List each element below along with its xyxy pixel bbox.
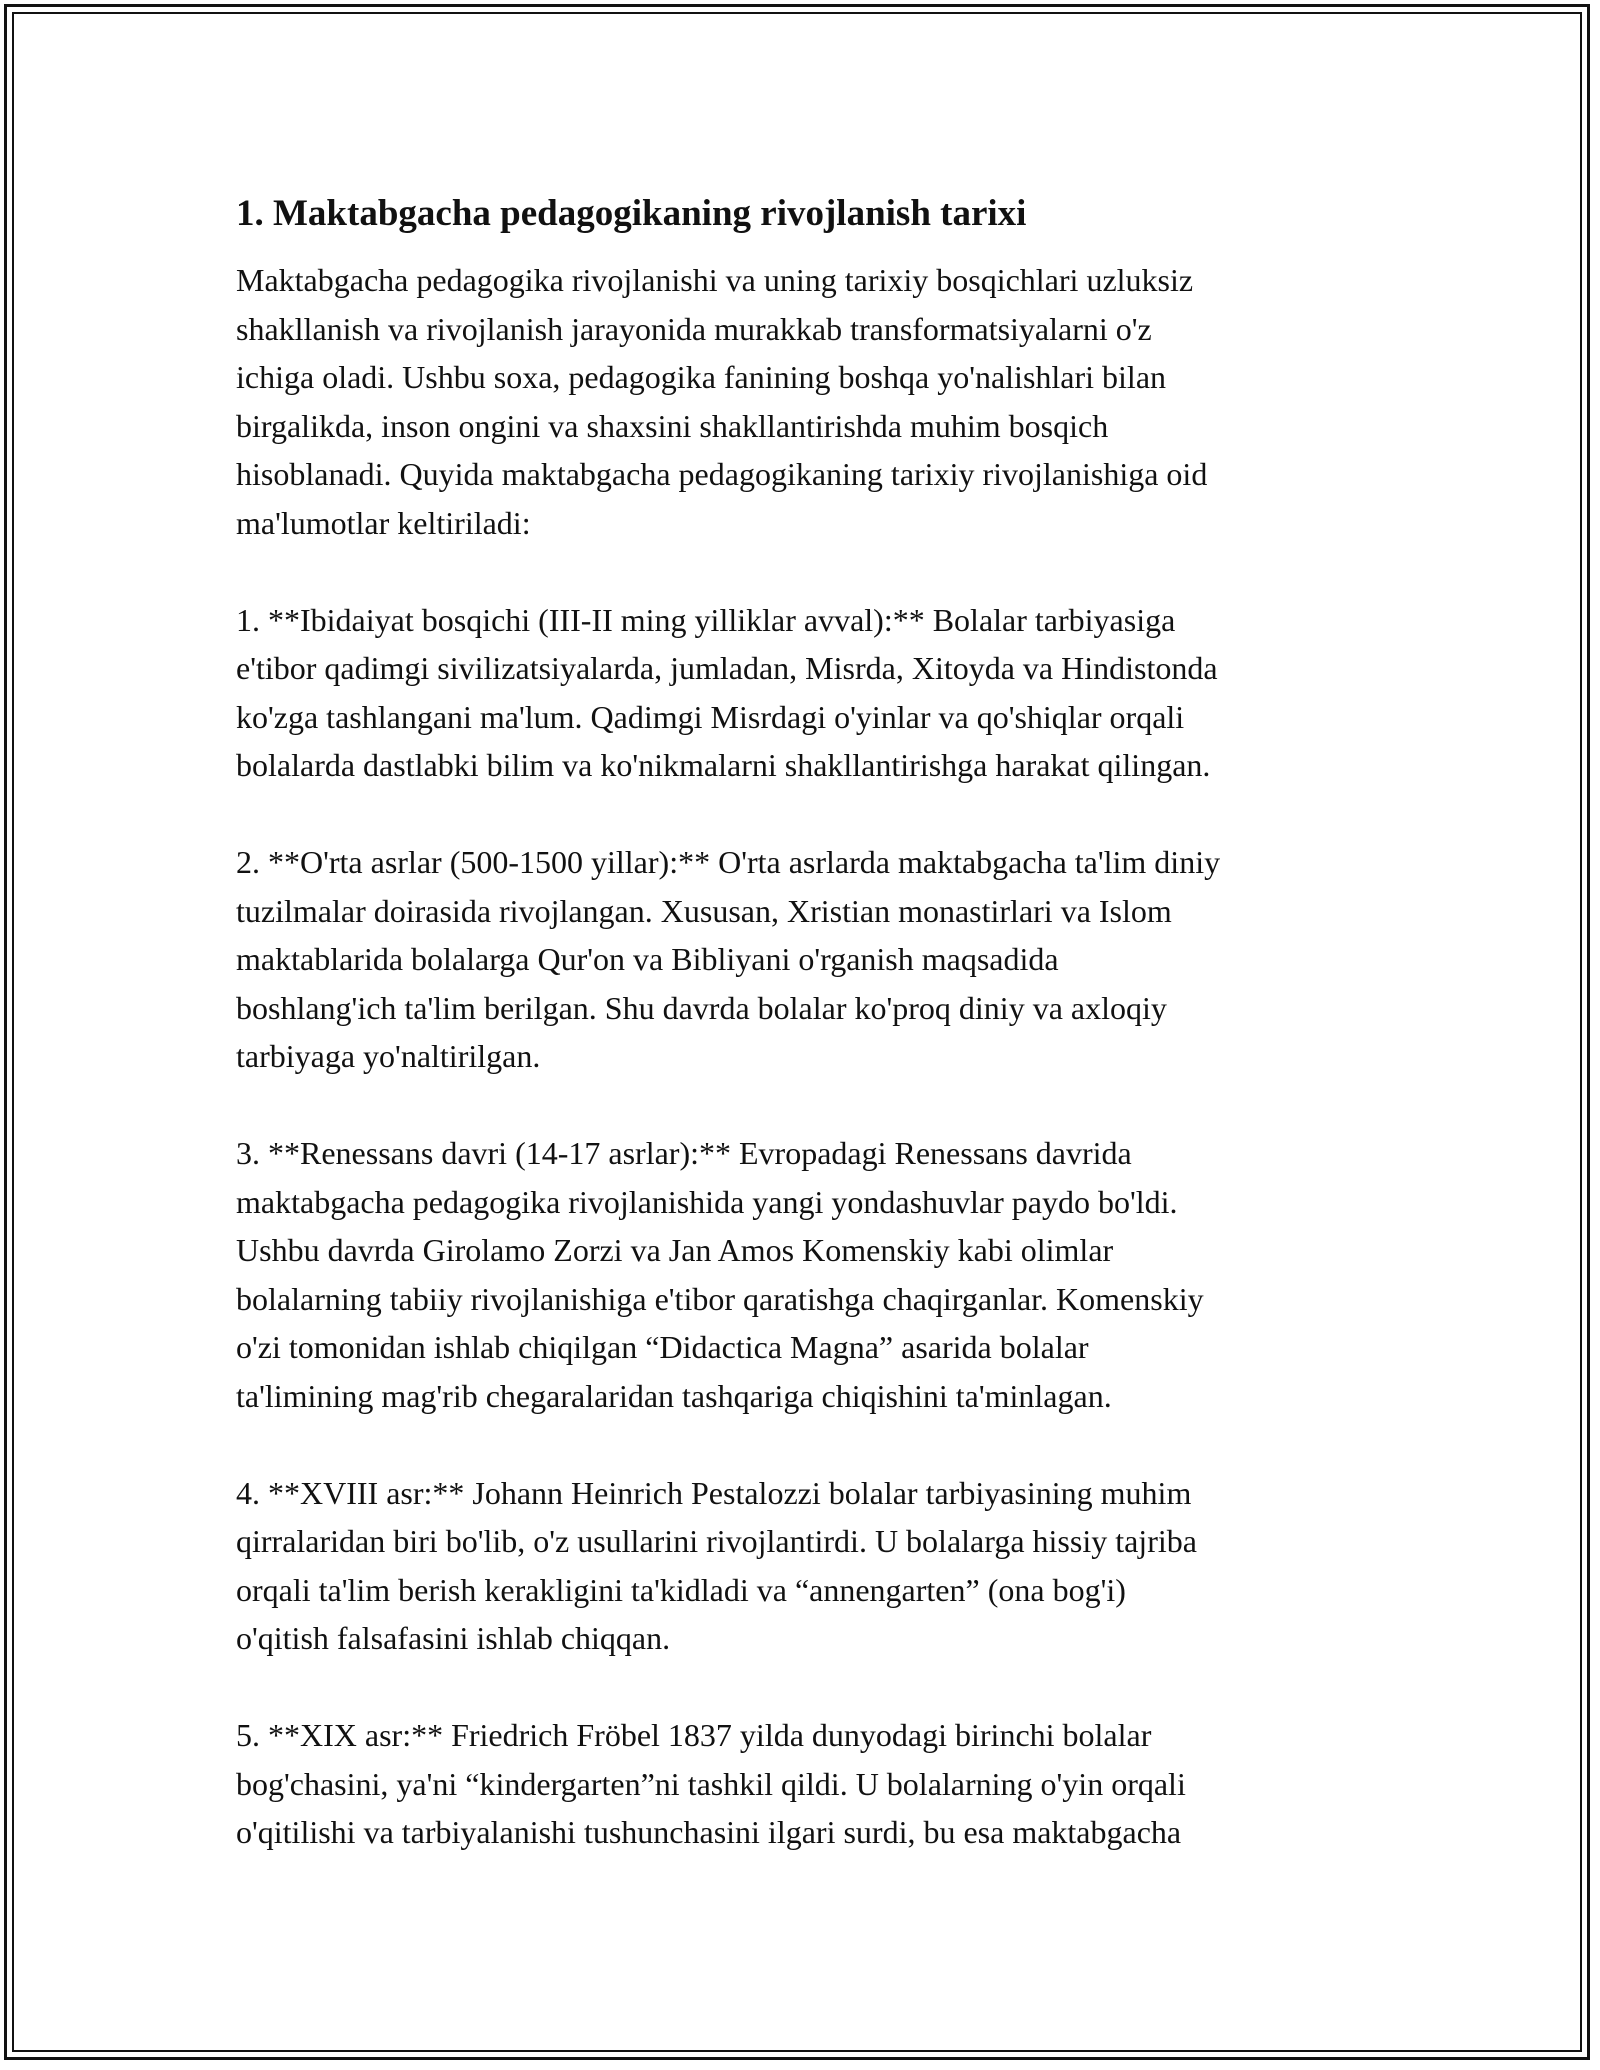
text-line: Maktabgacha pedagogika rivojlanishi va uning tarixiy bosqichlari uzluksiz bbox=[236, 262, 1194, 298]
text-line: tarbiyaga yo'naltirilgan. bbox=[236, 1038, 541, 1074]
text-line: shakllanish va rivojlanish jarayonida murakkab transformatsiyalarni o'z bbox=[236, 310, 1152, 347]
text-line: 3. **Renessans davri (14-17 asrlar):** Evropadagi Renessans davrida bbox=[236, 1135, 1132, 1171]
text-line: e'tibor qadimgi sivilizatsiyalarda, jumladan, Misrda, Xitoyda va Hindistonda bbox=[236, 650, 1218, 686]
text-line: boshlang'ich ta'lim berilgan. Shu davrda bolalar ko'proq diniy va axloqiy bbox=[236, 989, 1167, 1026]
text-line: ta'limining mag'rib chegaralaridan tashqariga chiqishini ta'minlagan. bbox=[236, 1377, 1112, 1414]
paragraph bbox=[236, 1711, 1376, 1857]
page-title: 1. Maktabgacha pedagogikaning rivojlanish tarixi bbox=[236, 193, 1027, 234]
text-line: orqali ta'lim berish kerakligini ta'kidladi va “annengarten” (ona bog'i) bbox=[236, 1571, 1126, 1608]
paragraph-list bbox=[236, 256, 1376, 1857]
text-line: bolalarda dastlabki bilim va ko'nikmalarni shakllantirishga harakat qilingan. bbox=[236, 747, 1211, 783]
text-line: 2. **O'rta asrlar (500-1500 yillar):** O'rta asrlarda maktabgacha ta'lim diniy bbox=[236, 844, 1221, 880]
text-line: 4. **XVIII asr:** Johann Heinrich Pestalozzi bolalar tarbiyasining muhim bbox=[236, 1474, 1192, 1511]
text-line: Ushbu davrda Girolamo Zorzi va Jan Amos Komenskiy kabi olimlar bbox=[236, 1232, 1114, 1268]
text-line: bog'chasini, ya'ni “kindergarten”ni tashkil qildi. U bolalarning o'yin orqali bbox=[236, 1765, 1186, 1802]
paragraph bbox=[236, 596, 1376, 790]
text-line: 5. **XIX asr:** Friedrich Fröbel 1837 yilda dunyodagi birinchi bolalar bbox=[236, 1717, 1152, 1753]
paragraph bbox=[236, 1129, 1376, 1420]
text-line: qirralaridan biri bo'lib, o'z usullarini rivojlantirdi. U bolalarga hissiy tajriba bbox=[236, 1523, 1197, 1559]
text-line: 1. **Ibidaiyat bosqichi (III-II ming yilliklar avval):** Bolalar tarbiyasiga bbox=[236, 601, 1176, 638]
text-line: o'qitilishi va tarbiyalanishi tushunchasini ilgari surdi, bu esa maktabgacha bbox=[236, 1814, 1182, 1850]
text-line: o'qitish falsafasini ishlab chiqqan. bbox=[236, 1620, 671, 1656]
text-line: o'zi tomonidan ishlab chiqilgan “Didactica Magna” asarida bolalar bbox=[236, 1329, 1089, 1365]
document-body bbox=[236, 186, 1376, 1905]
text-line: hisoblanadi. Quyida maktabgacha pedagogikaning tarixiy rivojlanishiga oid bbox=[236, 456, 1208, 492]
text-line: birgalikda, inson ongini va shaxsini shakllantirishda muhim bosqich bbox=[236, 407, 1109, 444]
paragraph bbox=[236, 838, 1376, 1081]
text-line: ma'lumotlar keltiriladi: bbox=[236, 504, 531, 541]
text-line: maktabgacha pedagogika rivojlanishida yangi yondashuvlar paydo bo'ldi. bbox=[236, 1183, 1178, 1220]
paragraph bbox=[236, 256, 1376, 547]
text-line: tuzilmalar doirasida rivojlangan. Xususan, Xristian monastirlari va Islom bbox=[236, 892, 1172, 929]
paragraph bbox=[236, 1469, 1376, 1663]
text-line: bolalarning tabiiy rivojlanishiga e'tibor qaratishga chaqirganlar. Komenskiy bbox=[236, 1280, 1204, 1317]
text-line: ichiga oladi. Ushbu soxa, pedagogika fanining boshqa yo'nalishlari bilan bbox=[236, 359, 1167, 395]
text-line: maktablarida bolalarga Qur'on va Bibliyani o'rganish maqsadida bbox=[236, 941, 1059, 977]
text-line: ko'zga tashlangani ma'lum. Qadimgi Misrdagi o'yinlar va qo'shiqlar orqali bbox=[236, 698, 1185, 735]
